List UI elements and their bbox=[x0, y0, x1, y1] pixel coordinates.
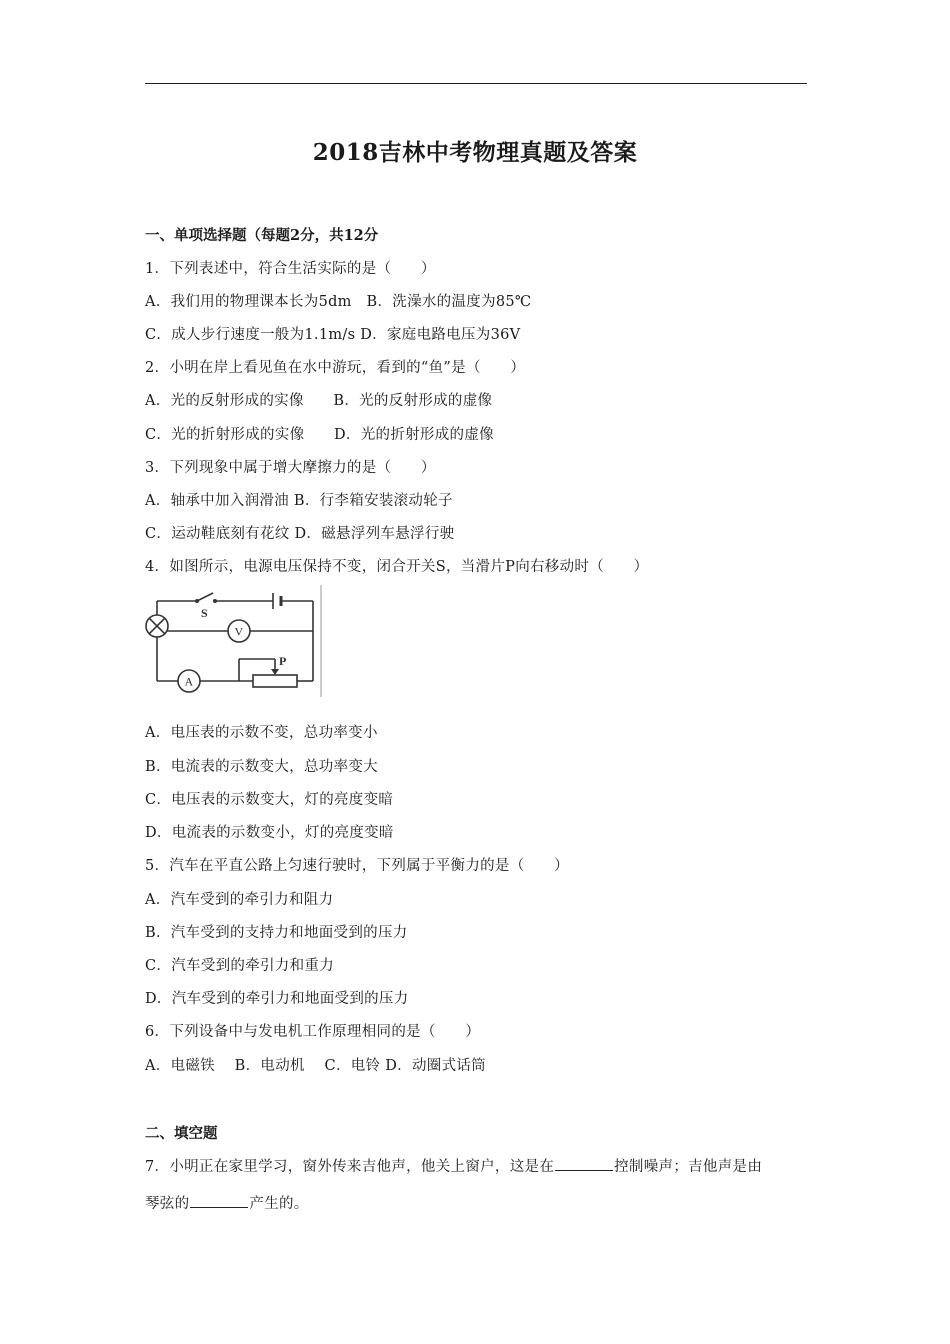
circuit-diagram bbox=[145, 585, 325, 697]
page-title: 2018吉林中考物理真题及答案 bbox=[312, 139, 638, 166]
section-heading-choice: 一、单项选择题（每题2分，共12分 bbox=[145, 227, 379, 244]
q2-options-ab: A．光的反射形成的实像 B．光的反射形成的虚像 bbox=[145, 393, 493, 409]
q4-option-c: C．电压表的示数变大，灯的亮度变暗 bbox=[145, 792, 394, 808]
section-heading-fill: 二、填空题 bbox=[145, 1125, 218, 1142]
q5-option-b: B．汽车受到的支持力和地面受到的压力 bbox=[145, 925, 408, 941]
q7-text-part1: 7．小明正在家里学习，窗外传来吉他声，他关上窗户，这是在 bbox=[145, 1159, 555, 1175]
q6-stem: 6．下列设备中与发电机工作原理相同的是（ ） bbox=[145, 1024, 481, 1040]
voltmeter-icon bbox=[228, 620, 250, 642]
q4-stem: 4．如图所示，电源电压保持不变，闭合开关S，当滑片P向右移动时（ ） bbox=[145, 559, 649, 575]
q5-option-a: A．汽车受到的牵引力和阻力 bbox=[145, 892, 334, 908]
q4-option-a: A．电压表的示数不变，总功率变小 bbox=[145, 725, 378, 741]
q5-stem: 5．汽车在平直公路上匀速行驶时，下列属于平衡力的是（ ） bbox=[145, 858, 569, 874]
q7-text-part2: 控制噪声；吉他声是由 bbox=[614, 1159, 763, 1175]
q1-options-ab: A．我们用的物理课本长为5dm B．洗澡水的温度为85℃ bbox=[145, 294, 532, 310]
q2-options-cd: C．光的折射形成的实像 D．光的折射形成的虚像 bbox=[145, 427, 494, 443]
q1-options-cd: C．成人步行速度一般为1.1m/s D．家庭电路电压为36V bbox=[145, 327, 521, 343]
q7-text-part4: 产生的。 bbox=[249, 1196, 309, 1212]
header-rule bbox=[145, 83, 807, 84]
q4-option-d: D．电流表的示数变小，灯的亮度变暗 bbox=[145, 825, 394, 841]
q6-options: A．电磁铁 B．电动机 C．电铃 D．动圈式话筒 bbox=[145, 1058, 486, 1074]
q7-text-part3: 琴弦的 bbox=[145, 1196, 190, 1212]
q1-stem: 1．下列表述中，符合生活实际的是（ ） bbox=[145, 261, 436, 277]
q7-blank-2 bbox=[190, 1193, 248, 1208]
ammeter-label: A bbox=[184, 674, 194, 689]
voltmeter-label: V bbox=[234, 624, 244, 639]
q5-option-d: D．汽车受到的牵引力和地面受到的压力 bbox=[145, 991, 409, 1007]
ammeter-icon bbox=[178, 670, 200, 692]
q5-option-c: C．汽车受到的牵引力和重力 bbox=[145, 958, 334, 974]
lamp-icon bbox=[146, 615, 168, 637]
q2-stem: 2．小明在岸上看见鱼在水中游玩，看到的“鱼”是（ ） bbox=[145, 360, 526, 376]
q3-options-ab: A．轴承中加入润滑油 B．行李箱安装滚动轮子 bbox=[145, 493, 453, 509]
q3-options-cd: C．运动鞋底刻有花纹 D．磁悬浮列车悬浮行驶 bbox=[145, 526, 455, 542]
q7-line1 bbox=[145, 1155, 762, 1176]
q7-line2 bbox=[145, 1192, 309, 1213]
switch-icon bbox=[195, 593, 217, 620]
slider-label: P bbox=[279, 654, 287, 668]
q7-blank-1 bbox=[555, 1156, 613, 1171]
q4-option-b: B．电流表的示数变大，总功率变大 bbox=[145, 759, 378, 775]
switch-label: S bbox=[201, 606, 208, 620]
q3-stem: 3．下列现象中属于增大摩擦力的是（ ） bbox=[145, 460, 436, 476]
battery-icon bbox=[273, 593, 281, 609]
circuit-svg bbox=[145, 585, 325, 697]
